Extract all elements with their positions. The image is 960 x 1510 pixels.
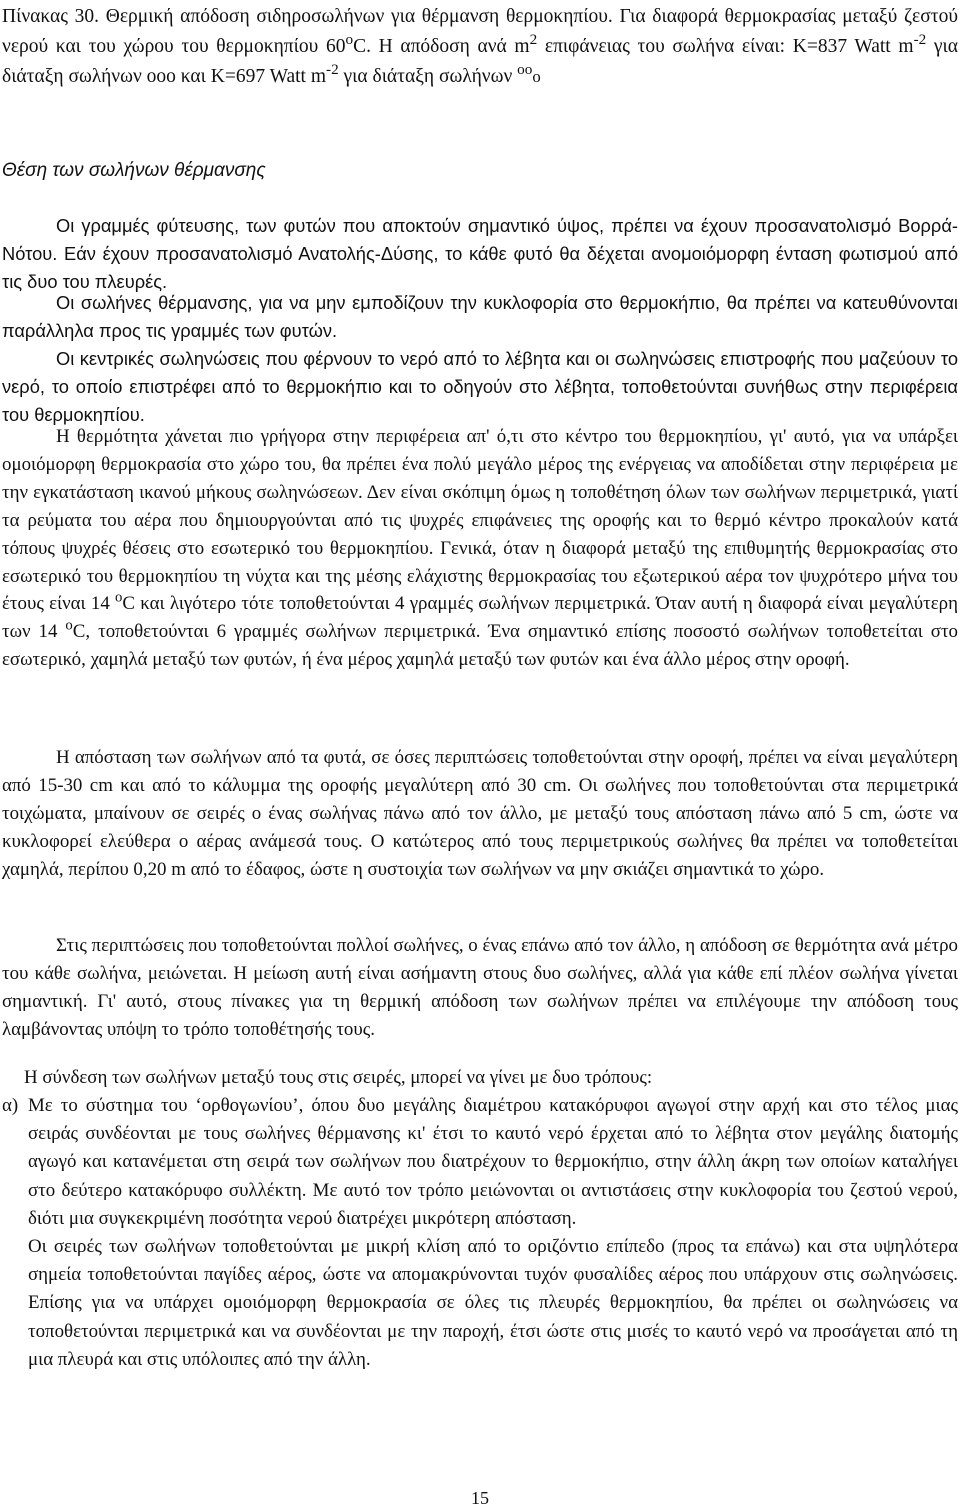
paragraph-heat-loss <box>2 423 958 674</box>
table-caption <box>2 2 958 92</box>
pipe-symbol-upper: ο <box>517 61 525 79</box>
caption-text: για διάταξη σωλήνων <box>338 66 518 87</box>
list-item-continuation: Οι σειρές των σωλήνων τοποθετούνται με μικρή κλίση από το οριζόντιο επίπεδο (προς τα επάνω) και στα υψηλότερα σημεία τοποθετούνται παγίδες αέρος, ώστε να απομακρύνονται τυχόν φυσαλίδες αέρος που υπάρχουν στις σωληνώσεις. Επίσης για να υπάρχει ομοιόμορφη θερμοκρασία σε όλες τις πλευρές θερμοκηπίου, θα πρέπει οι σωληνώσεις να τοποθετούνται περιμετρικά και να συνδέονται με την παροχή, έτσι ώστε στις μισές το καυτό νερό να προσάγεται από τη μια πλευρά και στις υπόλοιπες από την άλλη. <box>28 1236 958 1370</box>
paragraph-pipe-direction: Οι σωλήνες θέρμανσης, για να μην εμποδίζουν την κυκλοφορία στο θερμοκήπιο, θα πρέπει να κατευθύνονται παράλληλα προς τις γραμμές των φυτών. <box>2 292 958 342</box>
caption-text: Πίνακας 30. Θερμική απόδοση σιδηροσωλήνων για θέρμανση θερμοκηπίου. Για διαφορά θερμοκρασίας μεταξύ ζεστού νερού και του χώρου του θερμοκηπίου 60 <box>2 6 958 57</box>
paragraph-text: C, τοποθετούνται 6 γραμμές σωλήνων περιμετρικά. Ένα σημαντικό επίσης ποσοστό σωλήνων τοποθετείται στο εσωτερικό, χαμηλά μεταξύ των φυτών, ή ένα μέρος χαμηλά μεταξύ των φυτών και ένα άλλο μέρος στην οροφή. <box>2 621 958 671</box>
paragraph-text: C και λιγότερο τότε τοποθετούνται 4 γραμμές σωλήνων περιμετρικά. Όταν αυτή η διαφορά είναι μεγαλύτερη των 14 <box>2 593 958 643</box>
caption-text: για διάταξη σωλήνων οοο και K=697 Watt m <box>2 36 958 87</box>
list-item-label: α) <box>2 1095 19 1116</box>
exponent-superscript: -2 <box>326 61 339 79</box>
pipe-symbol-upper: ο <box>524 61 533 79</box>
paragraph-central-pipes: Οι κεντρικές σωληνώσεις που φέρνουν το νερό από το λέβητα και οι σωληνώσεις επιστροφής που μαζεύουν το νερό, το οποίο επιστρέφει από το θερμοκήπιο και το οδηγούν στο λέβητα, τοποθετούνται συνήθως στην περιφέρεια του θερμοκηπίου. <box>2 348 958 426</box>
paragraph-text: Η θερμότητα χάνεται πιο γρήγορα στην περιφέρεια απ' ό,τι στο κέντρο του θερμοκηπίου, γι' αυτό, για να υπάρξει ομοιόμορφη θερμοκρασία στο χώρο του, θα πρέπει ένα πολύ μεγάλο μέρος της ενέργειας να αποδίδεται στην περιφέρεια με την εγκατάσταση ικανού μήκους σωληνώσεων. Δεν είναι σκόπιμη όμως η τοποθέτηση όλων των σωλήνων περιμετρικά, γιατί τα ρεύματα του αέρα που δημιουργούνται από τις ψυχρές επιφάνειες της οροφής και το θερμό κέντρο προκαλούν κατά τόπους ψυχρές θέσεις στο εσωτερικό του θερμοκηπίου. Γενικά, όταν η διαφορά μεταξύ της επιθυμητής θερμοκρασίας στο εσωτερικό του θερμοκηπίου τη νύχτα και της μέσης ελάχιστης θερμοκρασίας του εξωτερικού αέρα τον ψυχρότερο μήνα του έτους είναι 14 <box>2 426 958 615</box>
degree-superscript: o <box>65 617 73 634</box>
degree-superscript: o <box>115 589 123 606</box>
pipe-symbol-lower: ο <box>532 67 541 86</box>
section-heading: Θέση των σωλήνων θέρμανσης <box>2 160 266 181</box>
page-number: 15 <box>471 1488 489 1508</box>
list-item-connection-a <box>2 1092 958 1374</box>
caption-text: C. Η απόδοση ανά m <box>353 36 530 57</box>
caption-text: επιφάνειας του σωλήνα είναι: K=837 Watt m <box>537 36 914 57</box>
degree-superscript: ο <box>345 31 354 49</box>
paragraph-connection-intro: Η σύνδεση των σωλήνων μεταξύ τους στις σειρές, μπορεί να γίνει με δυο τρόπους: <box>24 1067 653 1088</box>
exponent-superscript: -2 <box>913 31 927 49</box>
paragraph-pipe-distance: Η απόσταση των σωλήνων από τα φυτά, σε όσες περιπτώσεις τοποθετούνται στην οροφή, πρέπει να είναι μεγαλύτερη από 15-30 cm και από το κάλυμμα της οροφής μεγαλύτερη από 30 cm. Οι σωλήνες που τοποθετούνται στα περιμετρικά τοιχώματα, μπαίνουν σε σειρές ο ένας σωλήνας πάνω από τον άλλο, με μεταξύ τους απόσταση πάνω από 5 cm, ώστε να κυκλοφορεί ελεύθερα ο αέρας ανάμεσά τους. Ο κατώτερος από τους περιμετρικούς σωλήνες θα πρέπει να τοποθετείται χαμηλά, περίπου 0,20 m από το έδαφος, ώστε η συστοιχία των σωλήνων να μην σκιάζει σημαντικά το χώρο. <box>2 747 958 880</box>
list-item-text: Με το σύστημα του ‘ορθογωνίου’, όπου δυο μεγάλης διαμέτρου κατακόρυφοι αγωγοί στην αρχή και στο τέλος μιας σειράς συνδέονται με τους σωλήνες θέρμανσης κι' έτσι το καυτό νερό έρχεται από το λέβητα στον μεγάλης διατομής αγωγό και κατανέμεται στη σειρά των σωλήνων που διατρέχουν το θερμοκήπιο, στην άλλη άκρη των οποίων καταλήγει στο δεύτερο κατακόρυφο συλλέκτη. Με αυτό τον τρόπο μειώνονται οι αντιστάσεις στην κυκλοφορία του ζεστού νερού, διότι μια συγκεκριμένη ποσότητα νερού διατρέχει μικρότερη απόσταση. <box>28 1095 958 1229</box>
paragraph-pipe-series: Στις περιπτώσεις που τοποθετούνται πολλοί σωλήνες, ο ένας επάνω από τον άλλο, η απόδοση σε θερμότητα ανά μέτρο του κάθε σωλήνα, μειώνεται. Η μείωση αυτή είναι ασήμαντη στους δυο σωλήνες, αλλά για κάθε επί πλέον σωλήνα γίνεται σημαντική. Γι' αυτό, στους πίνακες για τη θερμική απόδοση των σωλήνων πρέπει να επιλέγουμε την απόδοση τους λαμβάνοντας υπόψη το τρόπο τοποθέτησής τους. <box>2 935 958 1040</box>
paragraph-plant-rows: Οι γραμμές φύτευσης, των φυτών που αποκτούν σημαντικό ύψος, πρέπει να έχουν προσανατολισμό Βορρά-Νότου. Εάν έχουν προσανατολισμό Ανατολής-Δύσης, το κάθε φυτό θα δέχεται ανομοιόμορφη ένταση φωτισμού από τις δυο του πλευρές. <box>2 215 958 293</box>
exponent-superscript: 2 <box>529 31 538 49</box>
